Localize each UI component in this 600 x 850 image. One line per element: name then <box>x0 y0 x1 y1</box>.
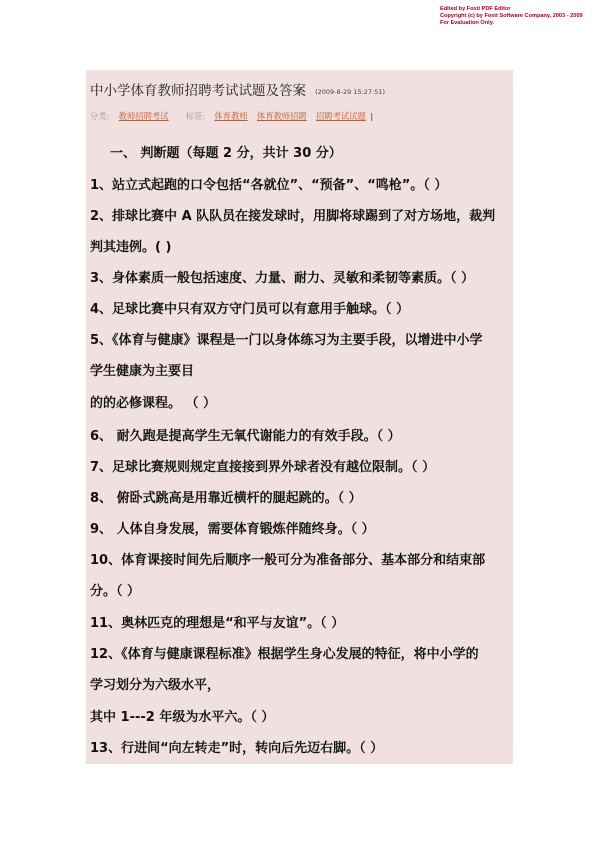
section-heading: 一、 判断题（每题 2 分，共计 30 分） <box>110 146 342 161</box>
question-line: 分。（ ） <box>90 584 141 599</box>
watermark-line: Copyright (c) by Foxit Software Company, 2003 - 2009 <box>440 13 583 19</box>
question-line: 5、《体育与健康》课程是一门以身体练习为主要手段，以增进中小学 <box>90 333 483 348</box>
article-title: 中小学体育教师招聘考试试题及答案 <box>90 83 306 99</box>
question-line: 6、 耐久跑是提高学生无氧代谢能力的有效手段。（ ） <box>90 429 401 444</box>
category-label: 分类: <box>90 111 110 121</box>
article-timestamp: (2009-8-29 15:27:51) <box>315 88 386 96</box>
article-meta <box>90 110 373 122</box>
question-line: 的的必修课程。 （ ） <box>90 396 217 411</box>
question-line: 4、足球比赛中只有双方守门员可以有意用手触球。（ ） <box>90 302 410 317</box>
question-line: 10、体育课接时间先后顺序一般可分为准备部分、基本部分和结束部 <box>90 553 486 568</box>
watermark-line: Edited by Foxit PDF Editor <box>440 6 511 12</box>
tag-link[interactable]: 招聘考试试题 <box>315 111 366 121</box>
question-line: 3、身体素质一般包括速度、力量、耐力、灵敏和柔韧等素质。（ ） <box>90 271 475 286</box>
category-link[interactable]: 教师招聘考试 <box>118 111 169 121</box>
pdf-editor-watermark <box>440 6 598 27</box>
question-line: 判其违例。( ) <box>90 240 172 255</box>
question-line: 7、足球比赛规则规定直接接到界外球者没有越位限制。（ ） <box>90 460 436 475</box>
question-line: 2、排球比赛中 A 队队员在接发球时，用脚将球踢到了对方场地，裁判 <box>90 209 496 224</box>
question-line: 学生健康为主要目 <box>90 364 195 379</box>
question-line: 9、 人体自身发展，需要体育锻炼伴随终身。（ ） <box>90 522 375 537</box>
question-line: 其中 1---2 年级为水平六。（ ） <box>90 710 275 725</box>
question-line: 11、奥林匹克的理想是“和平与友谊”。（ ） <box>90 616 345 631</box>
watermark-line: For Evaluation Only. <box>440 20 494 26</box>
tag-link[interactable]: 体育教师 <box>214 111 248 121</box>
question-line: 8、 俯卧式跳高是用靠近横杆的腿起跳的。（ ） <box>90 491 362 506</box>
article-card <box>86 70 513 764</box>
question-line: 13、行进间“向左转走”时，转向后先迈右脚。（ ） <box>90 741 384 756</box>
tags-cursor: | <box>370 111 374 121</box>
tag-link[interactable]: 体育教师招聘 <box>256 111 307 121</box>
title-row <box>90 79 385 99</box>
tags-label: 标签: <box>185 111 206 121</box>
question-line: 1、站立式起跑的口令包括“各就位”、“预备”、“鸣枪”。（ ） <box>90 178 448 193</box>
question-line: 学习划分为六级水平， <box>90 678 221 693</box>
question-line: 12、《体育与健康课程标准》根据学生身心发展的特征，将中小学的 <box>90 647 479 662</box>
